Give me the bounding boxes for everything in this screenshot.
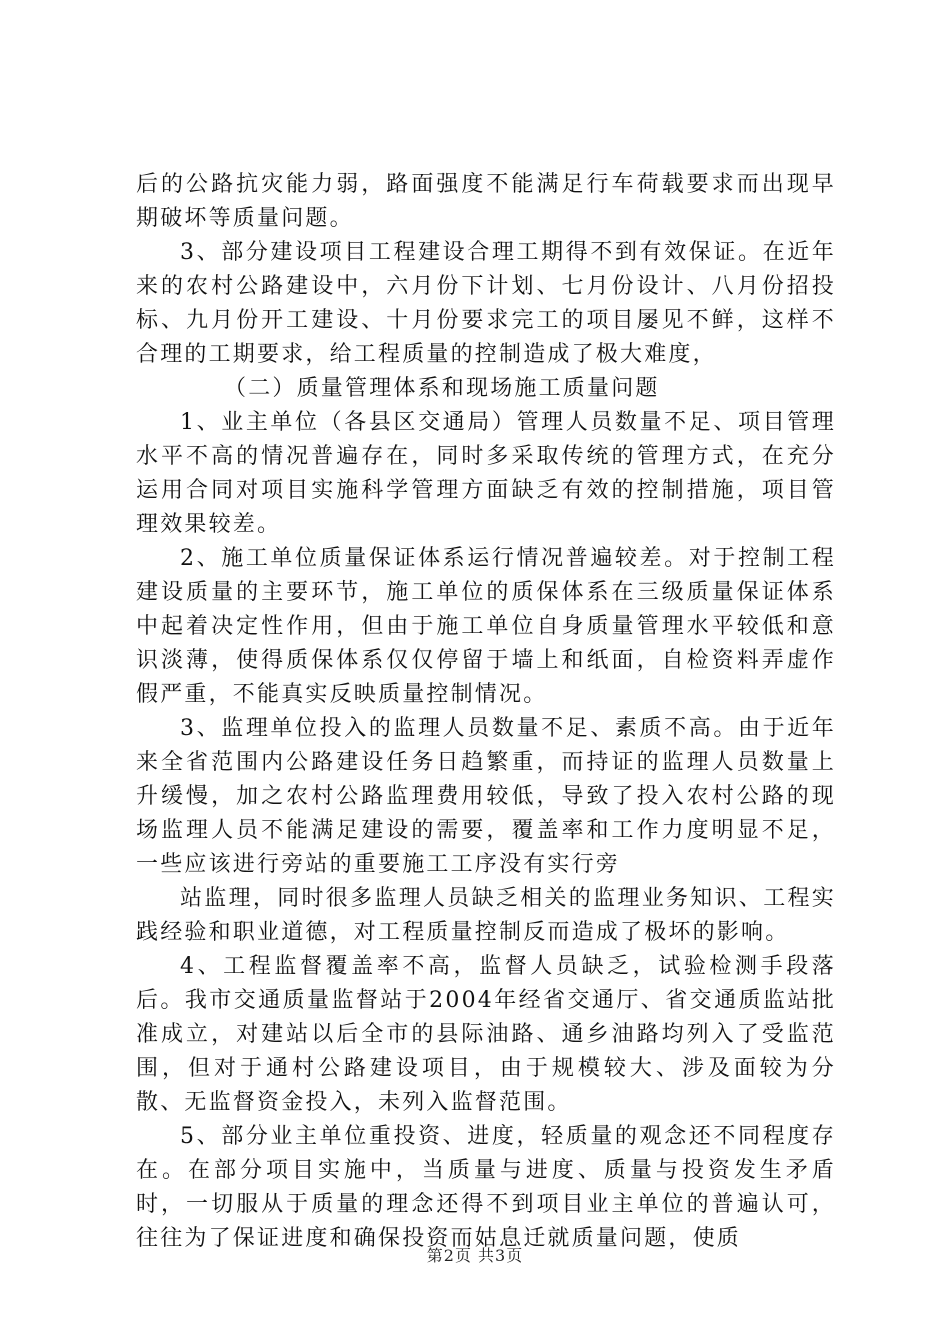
paragraph-item-1-owner: 1、业主单位（各县区交通局）管理人员数量不足、项目管理水平不高的情况普遍存在，同时多采取传统的管理方式，在充分运用合同对项目实施科学管理方面缺乏有效的控制措施，项目管理效果较差。 <box>136 410 836 537</box>
section-heading: （二）质量管理体系和现场施工质量问题 <box>224 376 660 401</box>
paragraph-supervision-continued: 站监理，同时很多监理人员缺乏相关的监理业务知识、工程实践经验和职业道德，对工程质量控制反而造成了极坏的影响。 <box>136 886 836 945</box>
paragraph-item-3-supervision: 3、监理单位投入的监理人员数量不足、素质不高。由于近年来全省范围内公路建设任务日趋繁重，而持证的监理人员数量上升缓慢，加之农村公路监理费用较低，导致了投入农村公路的现场监理人员不能满足建设的需要，覆盖率和工作力度明显不足，一些应该进行旁站的重要施工工序没有实行旁 <box>136 716 836 877</box>
paragraph-item-2-contractor: 2、施工单位质量保证体系运行情况普遍较差。对于控制工程建设质量的主要环节，施工单位的质保体系在三级质量保证体系中起着决定性作用，但由于施工单位自身质量管理水平较低和意识淡薄，使得质保体系仅仅停留于墙上和纸面，自检资料弄虚作假严重，不能真实反映质量控制情况。 <box>136 546 836 707</box>
document-body <box>136 168 836 1256</box>
page-number-footer: 第2页 共3页 <box>426 1246 524 1265</box>
paragraph-continuation: 后的公路抗灾能力弱，路面强度不能满足行车荷载要求而出现早期破坏等质量问题。 <box>136 172 836 231</box>
paragraph-item-4-monitoring: 4、工程监督覆盖率不高，监督人员缺乏，试验检测手段落后。我市交通质量监督站于2004年经省交通厅、省交通质监站批准成立，对建站以后全市的县际油路、通乡油路均列入了受监范围，但对于通村公路建设项目，由于规模较大、涉及面较为分散、无监督资金投入，未列入监督范围。 <box>136 954 836 1115</box>
paragraph-item-5-quality: 5、部分业主单位重投资、进度，轻质量的观念还不同程度存在。在部分项目实施中，当质量与进度、质量与投资发生矛盾时，一切服从于质量的理念还得不到项目业主单位的普遍认可，往往为了保证进度和确保投资而姑息迁就质量问题，使质 <box>136 1124 836 1251</box>
paragraph-item-3-schedule: 3、部分建设项目工程建设合理工期得不到有效保证。在近年来的农村公路建设中，六月份下计划、七月份设计、八月份招投标、九月份开工建设、十月份要求完工的项目屡见不鲜，这样不合理的工期要求，给工程质量的控制造成了极大难度， <box>136 240 836 367</box>
